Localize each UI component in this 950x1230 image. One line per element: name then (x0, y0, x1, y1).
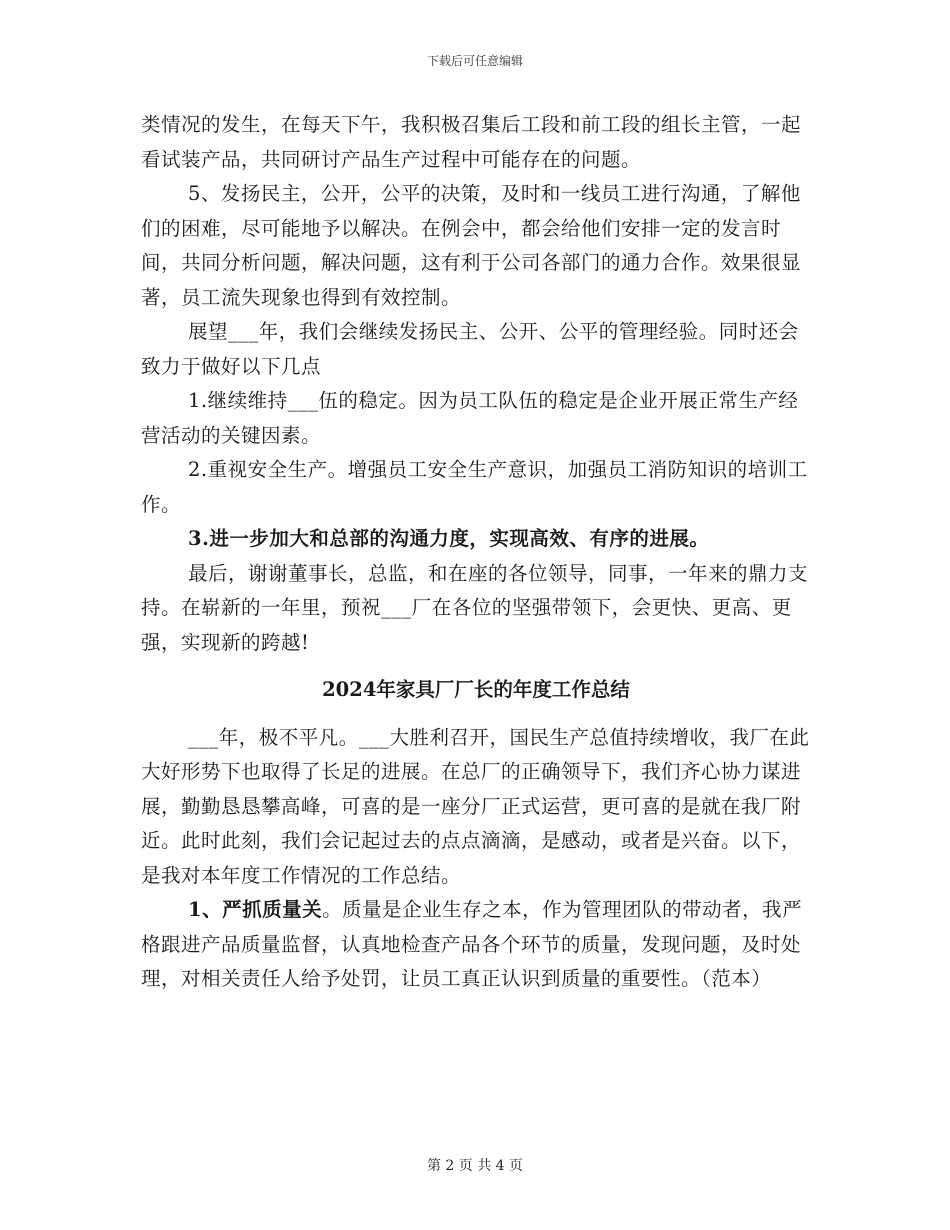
paragraph: 类情况的发生，在每天下午，我积极召集后工段和前工段的组长主管，一起看试装产品，共同研讨产品生产过程中可能存在的问题。 (141, 113, 802, 171)
paragraph: 3.进一步加大和总部的沟通力度，实现高效、有序的进展。 (188, 527, 710, 550)
paragraph-rest: 。质量是企业生存之本，作为管理团队的带动者，我严格跟进产品质量监督，认真地检查产品各个环节的质量，发现问题，及时处理，对相关责任人给予处罚，让员工真正认识到质量的重要性。（范本） (141, 898, 803, 990)
paragraph: 最后，谢谢董事长，总监，和在座的各位领导，同事，一年来的鼎力支持。在崭新的一年里，预祝___厂在各位的坚强带领下，会更快、更高、更强，实现新的跨越! (141, 561, 809, 654)
paragraph-lead-bold: 1、严抓质量关 (188, 898, 323, 921)
paragraph: 展望___年，我们会继续发扬民主、公开、公平的管理经验。同时还会致力于做好以下几点 (141, 320, 799, 378)
paragraph-group-top (141, 108, 811, 660)
paragraph: 1.继续维持___伍的稳定。因为员工队伍的稳定是企业开展正常生产经营活动的关键因素。 (141, 389, 799, 447)
paragraph-quality (141, 893, 811, 997)
paragraph-group-bottom (141, 721, 811, 894)
page-footer: 第 2 页 共 4 页 (426, 1158, 524, 1174)
section-title: 2024年家具厂厂长的年度工作总结 (322, 678, 630, 701)
paragraph: 2.重视安全生产。增强员工安全生产意识，加强员工消防知识的培训工作。 (141, 458, 808, 516)
paragraph: 5、发扬民主，公开，公平的决策，及时和一线员工进行沟通，了解他们的困难，尽可能地予以解决。在例会中，都会给他们安排一定的发言时间，共同分析问题，解决问题，这有利于公司各部门的通力合作。效果很显著，员工流失现象也得到有效控制。 (141, 182, 802, 309)
paragraph: ___年，极不平凡。___大胜利召开，国民生产总值持续增收，我厂在此大好形势下也取得了长足的进展。在总厂的正确领导下，我们齐心协力谋进展，勤勤恳恳攀高峰，可喜的是一座分厂正式运营，更可喜的是就在我厂附近。此时此刻，我们会记起过去的点点滴滴，是感动，或者是兴奋。以下，是我对本年度工作情况的工作总结。 (141, 725, 810, 887)
document-body (141, 108, 811, 997)
page-header: 下载后可任意编辑 (426, 54, 523, 68)
